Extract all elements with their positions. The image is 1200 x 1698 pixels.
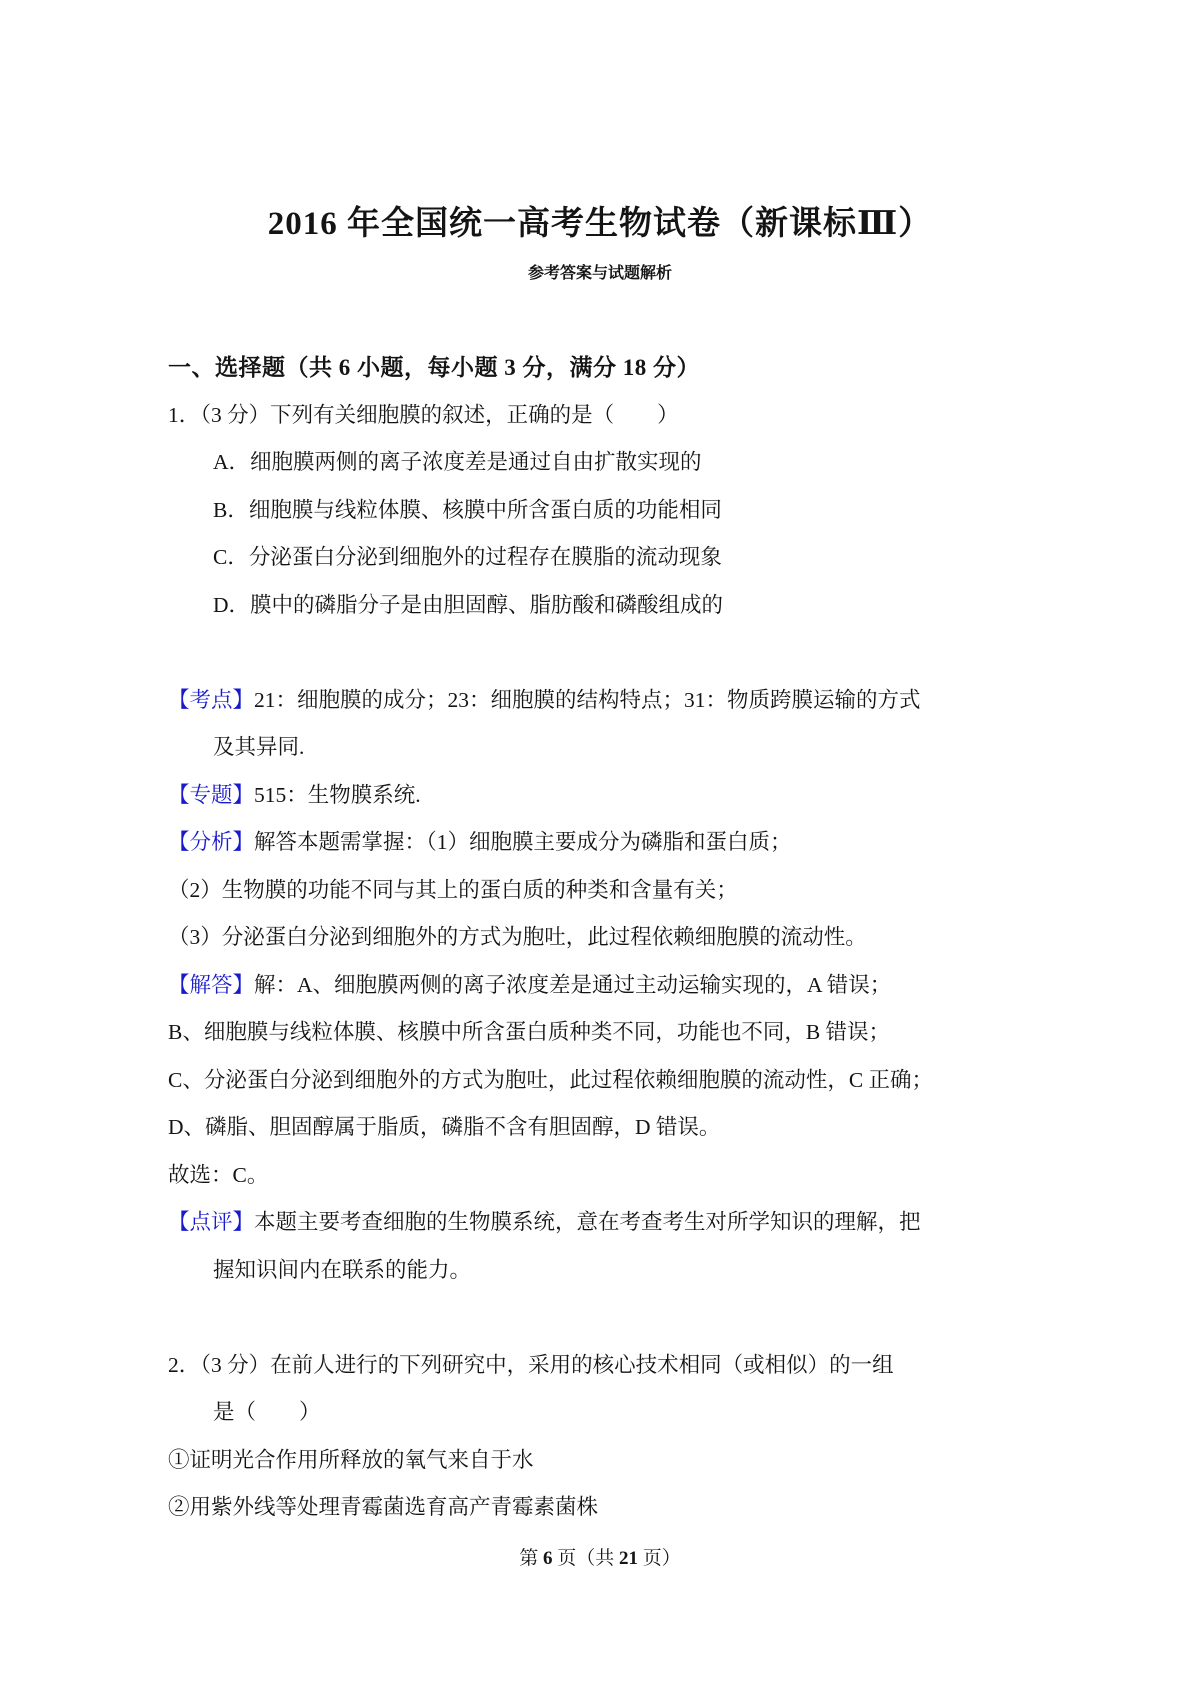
- kaodian-label: 【考点】: [168, 687, 255, 712]
- footer-mid: 页（共: [552, 1548, 619, 1569]
- zhuanti-line: [168, 772, 1032, 820]
- dianping-label: 【点评】: [168, 1210, 255, 1234]
- question-1-option-c: C．分泌蛋白分泌到细胞外的过程存在膜脂的流动现象: [213, 545, 722, 569]
- fenxi-line-2: （2）生物膜的功能不同与其上的蛋白质的种类和含量有关；: [168, 877, 738, 902]
- footer-total-pages: 21: [619, 1548, 638, 1569]
- zhuanti-text: 515：生物膜系统.: [254, 782, 421, 807]
- question-2-stem-line-1: 2．（3 分）在前人进行的下列研究中，采用的核心技术相同（或相似）的一组: [168, 1352, 894, 1377]
- jieda-text-1: 解：A、细胞膜两侧的离子浓度差是通过主动运输实现的，A 错误；: [254, 972, 892, 997]
- dianping-text-1: 本题主要考查细胞的生物膜系统，意在考查考生对所学知识的理解，把: [254, 1210, 921, 1234]
- jieda-line-2: B、细胞膜与线粒体膜、核膜中所含蛋白质种类不同，功能也不同，B 错误；: [168, 1020, 891, 1044]
- page-subtitle: 参考答案与试题解析: [527, 265, 672, 282]
- question-2-item-1: ①证明光合作用所释放的氧气来自于水: [168, 1447, 534, 1472]
- question-2-item-2: ②用紫外线等处理青霉菌选育高产青霉素菌株: [168, 1495, 599, 1519]
- jieda-line-3: C、分泌蛋白分泌到细胞外的方式为胞吐，此过程依赖细胞膜的流动性，C 正确；: [168, 1067, 934, 1092]
- question-1-stem: 1．（3 分）下列有关细胞膜的叙述，正确的是（ ）: [168, 402, 679, 427]
- question-2-stem-line-2: 是（ ）: [213, 1400, 321, 1424]
- fenxi-label: 【分析】: [168, 830, 255, 854]
- footer-post: 页）: [638, 1548, 681, 1569]
- kaodian-line-2: 及其异同.: [213, 735, 305, 759]
- page-footer: [0, 1545, 1200, 1573]
- fenxi-text-1: 解答本题需掌握：（1）细胞膜主要成分为磷脂和蛋白质；: [254, 830, 792, 854]
- dianping-line-1: [168, 1199, 1032, 1247]
- kaodian-line-1: [168, 677, 1032, 725]
- fenxi-line-1: [168, 819, 1032, 867]
- question-1-option-d: D．膜中的磷脂分子是由胆固醇、脂肪酸和磷酸组成的: [213, 592, 724, 617]
- dianping-line-2: 握知识间内在联系的能力。: [213, 1257, 472, 1282]
- document-body: [0, 344, 1200, 1532]
- jieda-line-1: [168, 962, 1032, 1010]
- fenxi-line-3: （3）分泌蛋白分泌到细胞外的方式为胞吐，此过程依赖细胞膜的流动性。: [168, 925, 867, 949]
- jieda-line-4: D、磷脂、胆固醇属于脂质，磷脂不含有胆固醇，D 错误。: [168, 1115, 721, 1139]
- question-1-option-b: B．细胞膜与线粒体膜、核膜中所含蛋白质的功能相同: [213, 497, 722, 522]
- section-heading: 一、选择题（共 6 小题，每小题 3 分，满分 18 分）: [168, 355, 700, 380]
- spacer: [168, 1294, 1032, 1342]
- page-title: 2016 年全国统一高考生物试卷（新课标Ⅲ）: [267, 206, 933, 242]
- jieda-label: 【解答】: [168, 972, 255, 997]
- kaodian-text: 21：细胞膜的成分；23：细胞膜的结构特点；31：物质跨膜运输的方式: [254, 687, 921, 712]
- zhuanti-label: 【专题】: [168, 782, 255, 807]
- question-1-option-a: A．细胞膜两侧的离子浓度差是通过自由扩散实现的: [213, 450, 702, 474]
- footer-pre: 第: [519, 1548, 543, 1569]
- jieda-answer-line: 故选：C。: [168, 1162, 269, 1187]
- footer-page-number: 6: [542, 1548, 553, 1569]
- spacer: [168, 629, 1032, 677]
